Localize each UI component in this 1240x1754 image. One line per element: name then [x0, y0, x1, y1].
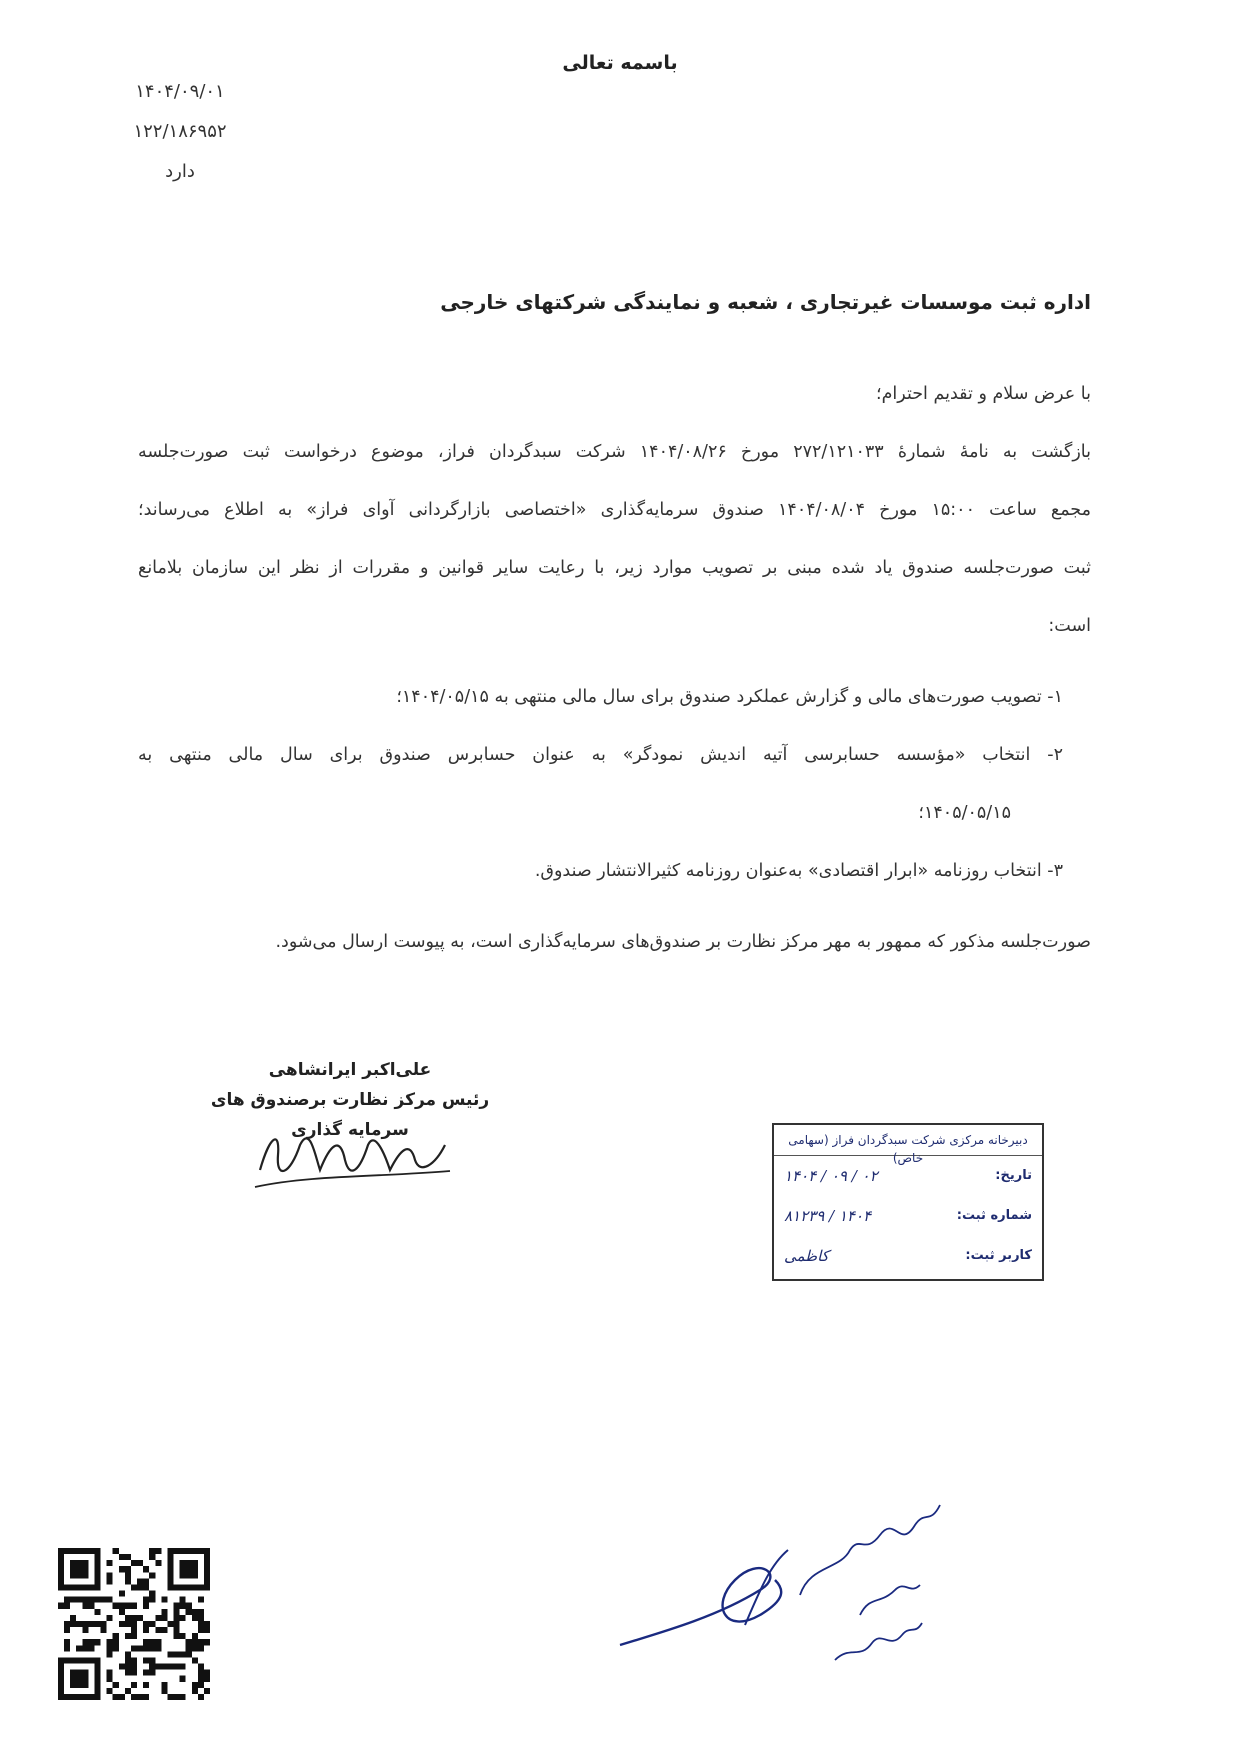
stamp-date-label: تاریخ:	[995, 1168, 1032, 1183]
list-item: ۱- تصویب صورت‌های مالی و گزارش عملکرد صندوق برای سال مالی منتهی به ۱۴۰۴/۰۵/۱۵؛	[396, 687, 1063, 707]
letter-meta	[100, 72, 260, 192]
body-paragraph	[138, 423, 1091, 655]
stamp-date-value: ۱۴۰۴ / ۰۹ / ۰۲	[784, 1167, 878, 1185]
greeting: با عرض سلام و تقدیم احترام؛	[876, 384, 1091, 404]
stamp-user-value: کاظمی	[784, 1247, 829, 1265]
stamp-number-value: ۸۱۲۳۹ / ۱۴۰۴	[784, 1207, 872, 1225]
signatory-name: علی‌اکبر ایرانشاهی	[268, 1060, 432, 1080]
paragraph-line: بازگشت به نامهٔ شمارهٔ ۲۷۲/۱۲۱۰۳۳ مورخ ۱۴۰۴/۰۸/۲۶ شرکت سبدگردان فراز، موضوع درخواست ثبت صورت‌جلسه	[138, 442, 1092, 462]
letter-number: ۱۲۲/۱۸۶۹۵۲	[133, 121, 227, 142]
list-item: ۳- انتخاب روزنامه «ابرار اقتصادی» به‌عنوان روزنامه کثیرالانتشار صندوق.	[534, 861, 1063, 881]
handwritten-note-icon	[610, 1495, 990, 1675]
closing-sentence: صورت‌جلسه مذکور که ممهور به مهر مرکز نظارت بر صندوق‌های سرمایه‌گذاری است، به پیوست ارسال می‌شود.	[275, 932, 1091, 952]
paragraph-line: است:	[1048, 616, 1091, 636]
list-item: ۲- انتخاب «مؤسسه حسابرسی آتیه اندیش نمودگر» به عنوان حسابرس صندوق برای سال مالی منتهی به	[138, 745, 1063, 765]
signatory-title: رئیس مرکز نظارت برصندوق های	[210, 1090, 490, 1110]
registry-stamp	[772, 1123, 1044, 1281]
stamp-user-label: کاربر ثبت:	[965, 1248, 1032, 1263]
stamp-title: دبیرخانه مرکزی شرکت سبدگردان فراز (سهامی خاص)	[774, 1125, 1042, 1156]
letter-date: ۱۴۰۴/۰۹/۰۱	[135, 81, 225, 102]
letter-heading: باسمه تعالی	[562, 52, 678, 74]
signature-block	[200, 1055, 500, 1195]
letter-attachment: دارد	[165, 161, 195, 182]
paragraph-line: مجمع ساعت ۱۵:۰۰ مورخ ۱۴۰۴/۰۸/۰۴ صندوق سرمایه‌گذاری «اختصاصی بازارگردانی آوای فراز» به اطلاع می‌رساند؛	[138, 500, 1091, 520]
recipient: اداره ثبت موسسات غیرتجاری ، شعبه و نمایندگی شرکتهای خارجی	[440, 290, 1091, 314]
resolution-list	[138, 668, 1091, 900]
stamp-number-label: شماره ثبت:	[956, 1208, 1032, 1223]
list-item-continuation: ۱۴۰۵/۰۵/۱۵؛	[918, 803, 1011, 823]
paragraph-line: ثبت صورت‌جلسه صندوق یاد شده مبنی بر تصویب موارد زیر، با رعایت سایر قوانین و مقررات از نظر این سازمان بلامانع	[138, 558, 1091, 578]
signatory-title-2: سرمایه گذاری	[291, 1120, 409, 1140]
qr-code-icon	[58, 1548, 210, 1700]
